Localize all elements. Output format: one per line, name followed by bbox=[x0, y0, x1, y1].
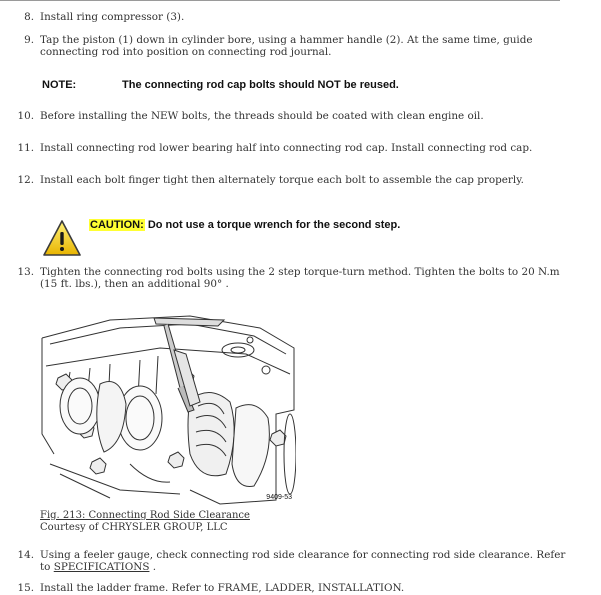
step-number: 13. bbox=[17, 266, 34, 278]
step-text: Install ring compressor (3). bbox=[40, 11, 185, 23]
step-number: 9. bbox=[24, 34, 34, 46]
warning-triangle-icon bbox=[42, 218, 82, 258]
figure-connecting-rod bbox=[40, 314, 296, 506]
step-text-container bbox=[40, 549, 572, 573]
step-text: Tap the piston (1) down in cylinder bore, using a hammer handle (2). At the same time, guide connecting rod into position on connecting rod journal. bbox=[40, 34, 533, 58]
step-number: 11. bbox=[17, 142, 34, 154]
figure-caption-title[interactable]: Fig. 213: Connecting Rod Side Clearance bbox=[40, 510, 250, 521]
caution-box bbox=[42, 216, 562, 262]
step-text: Before installing the NEW bolts, the threads should be coated with clean engine oil. bbox=[40, 110, 484, 122]
top-rule bbox=[0, 0, 560, 1]
engine-illustration bbox=[40, 314, 296, 506]
step-text-after: . bbox=[149, 561, 157, 573]
step-number: 15. bbox=[17, 582, 34, 594]
step-11 bbox=[12, 142, 572, 154]
caution-text: Do not use a torque wrench for the second step. bbox=[144, 219, 401, 231]
figure-caption bbox=[40, 510, 250, 534]
step-number: 14. bbox=[17, 549, 34, 561]
step-15 bbox=[12, 582, 572, 594]
step-12 bbox=[12, 174, 572, 186]
step-8 bbox=[12, 11, 572, 23]
step-text: Install the ladder frame. Refer to FRAME, LADDER, INSTALLATION. bbox=[40, 582, 405, 594]
caution-label: CAUTION: bbox=[90, 219, 144, 231]
step-text: Tighten the connecting rod bolts using the 2 step torque-turn method. Tighten the bolts to 20 N.m (15 ft. lbs.), then an additional 90° . bbox=[40, 266, 560, 290]
note-label: NOTE: bbox=[42, 79, 77, 91]
step-text: Using a feeler gauge, check connecting rod side clearance for connecting rod side clearance. Refer to bbox=[40, 549, 566, 573]
step-text: Install each bolt finger tight then alternately torque each bolt to assemble the cap properly. bbox=[40, 174, 524, 186]
step-13 bbox=[12, 266, 572, 290]
specifications-link[interactable]: SPECIFICATIONS bbox=[53, 561, 150, 573]
figure-caption-credit: Courtesy of CHRYSLER GROUP, LLC bbox=[40, 522, 228, 533]
step-text: Install connecting rod lower bearing half into connecting rod cap. Install connecting rod cap. bbox=[40, 142, 533, 154]
step-number: 10. bbox=[17, 110, 34, 122]
note-text: The connecting rod cap bolts should NOT be reused. bbox=[122, 79, 399, 91]
figure-number: 9409-53 bbox=[266, 494, 292, 501]
step-10 bbox=[12, 110, 572, 122]
note-box bbox=[42, 79, 399, 91]
step-14 bbox=[12, 549, 572, 573]
step-number: 8. bbox=[24, 11, 34, 23]
caution-message bbox=[89, 219, 400, 231]
step-number: 12. bbox=[17, 174, 34, 186]
step-9 bbox=[12, 34, 572, 58]
